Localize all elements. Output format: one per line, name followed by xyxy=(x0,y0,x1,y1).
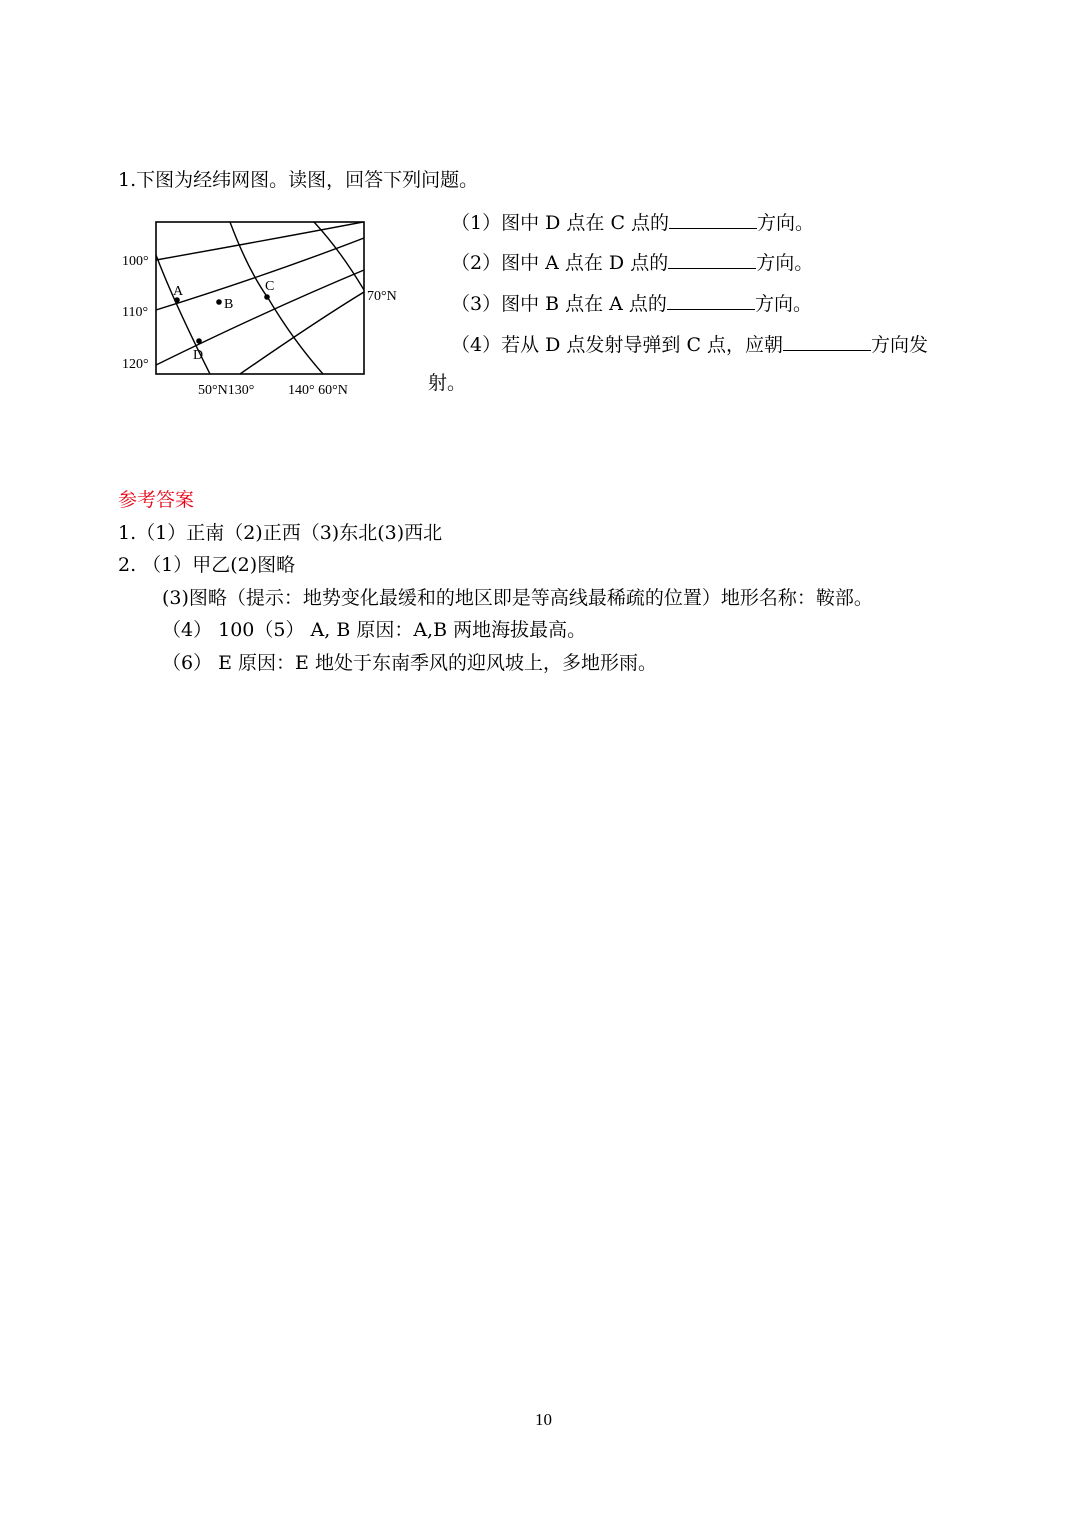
question-item-1-text: （1）图中 D 点在 C 点的 xyxy=(451,212,670,234)
lat-label-100: 100° xyxy=(122,254,149,269)
parallel-line-4 xyxy=(240,292,364,374)
point-d-marker xyxy=(196,338,202,344)
parallel-line-1 xyxy=(156,222,363,260)
point-d-label: D xyxy=(193,348,204,363)
parallel-line-3 xyxy=(156,270,364,365)
question-item-2-text: （2）图中 A 点在 D 点的 xyxy=(451,252,669,274)
question-item-1 xyxy=(451,208,814,235)
answer-line-3: (3)图略（提示：地势变化最缓和的地区即是等高线最稀疏的位置）地形名称：鞍部。 xyxy=(162,587,873,609)
bottom-label-left: 50°N130° xyxy=(198,383,255,398)
question-item-3-suffix: 方向。 xyxy=(754,293,812,315)
right-label-70n: 70°N xyxy=(367,289,397,304)
question-item-3 xyxy=(451,289,812,316)
answer-blank-1[interactable] xyxy=(669,208,757,229)
point-c-label: C xyxy=(265,279,275,294)
bottom-label-right: 140° 60°N xyxy=(288,383,348,398)
graticule-map xyxy=(118,210,418,405)
question-item-2-suffix: 方向。 xyxy=(756,252,814,274)
question-item-3-text: （3）图中 B 点在 A 点的 xyxy=(451,293,667,315)
answer-line-1: 1.（1）正南（2)正西（3)东北(3)西北 xyxy=(118,522,443,544)
answer-blank-3[interactable] xyxy=(667,289,755,310)
answer-blank-4[interactable] xyxy=(783,330,871,351)
question-title: 1.下图为经纬网图。读图，回答下列问题。 xyxy=(118,169,479,191)
point-a-label: A xyxy=(173,284,184,299)
question-item-4-wrap: 射。 xyxy=(428,372,467,394)
question-item-4 xyxy=(451,330,928,357)
question-item-2 xyxy=(451,248,813,275)
point-b-label: B xyxy=(224,297,234,312)
answer-line-4: （4） 100（5） A, B 原因：A,B 两地海拔最高。 xyxy=(162,619,587,641)
answer-line-2: 2. （1）甲乙(2)图略 xyxy=(118,554,296,576)
point-c-marker xyxy=(264,294,270,300)
lat-label-110: 110° xyxy=(122,305,149,320)
answer-line-5: （6） E 原因：E 地处于东南季风的迎风坡上，多地形雨。 xyxy=(162,652,657,674)
answers-heading: 参考答案 xyxy=(118,489,195,511)
question-item-1-suffix: 方向。 xyxy=(757,212,815,234)
lat-label-120: 120° xyxy=(122,357,149,372)
question-item-4-suffix: 方向发 xyxy=(871,334,929,356)
answer-blank-2[interactable] xyxy=(668,248,756,269)
question-item-4-text: （4）若从 D 点发射导弹到 C 点，应朝 xyxy=(451,334,784,356)
point-b-marker xyxy=(216,299,222,305)
parallel-line-2 xyxy=(156,238,364,310)
page-number: 10 xyxy=(535,1410,552,1429)
